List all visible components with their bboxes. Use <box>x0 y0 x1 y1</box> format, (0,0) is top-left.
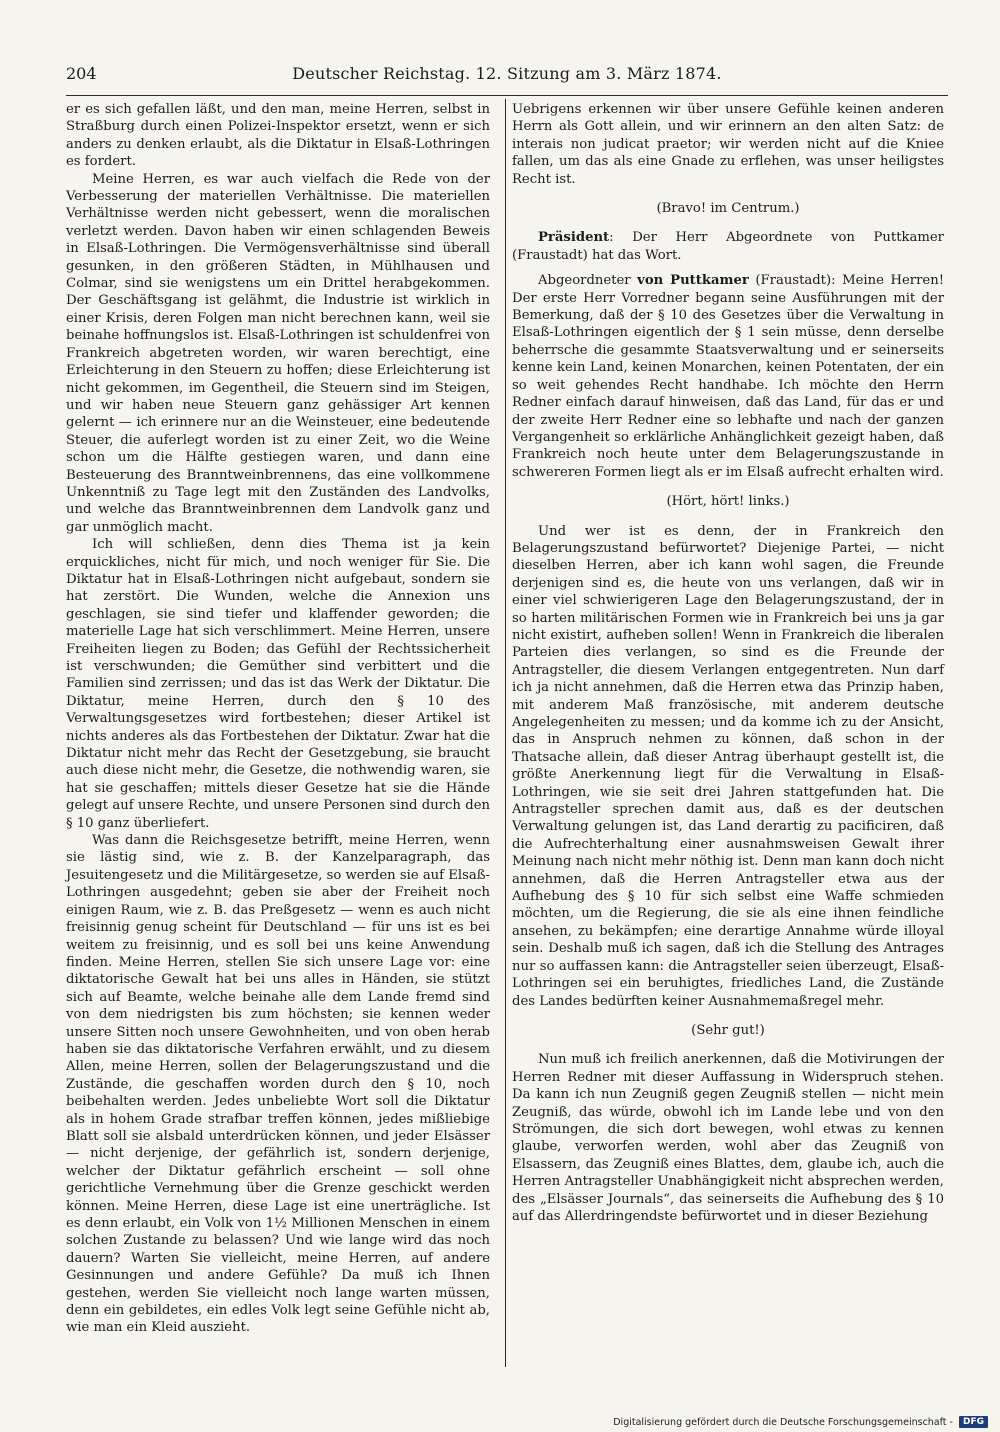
speaker-text: (Fraustadt): Meine Herren! Der erste Herr Vorredner begann seine Ausführungen mit der Bemerkung, daß der § 10 des Gesetzes über die Verwaltung in Elsaß-Lothringen eigentlich der § 1 sein müsse, denn derselbe beherrsche die gesammte Staatsverwaltung und er seinerseits kenne kein Land, keinen Monarchen, keinen Potentaten, der ein so weit gehendes Recht handhabe. Ich möchte den Herrn Redner einfach darauf hinweisen, daß das Land, für das er und der zweite Herr Redner eine so lebhafte und nach der ganzen Vergangenheit so erklärliche Anhänglichkeit gezeigt haben, daß Frankreich noch heute unter dem Belagerungszustande in schwereren Formen liegt als er im Elsaß aufrecht erhalten wird. <box>512 273 944 480</box>
credit-text: Digitalisierung gefördert durch die Deutsche Forschungsgemeinschaft - <box>613 1416 953 1428</box>
audience-reaction: (Sehr gut!) <box>691 1022 765 1038</box>
running-title: Deutscher Reichstag. 12. Sitzung am 3. März 1874. <box>292 64 722 83</box>
paragraph: er es sich gefallen läßt, und den man, meine Herren, selbst in Straßburg durch einen Polizei-Inspektor ersetzt, wenn er sich anders zu denken erlaubt, als die Diktatur in Elsaß-Lothringen es fordert. <box>66 102 490 170</box>
paragraph: Und wer ist es denn, der in Frankreich den Belagerungszustand befürwortet? Diejenige Partei, — nicht dieselben Herren, aber ich kann wohl sagen, die Freunde derjenigen sind es, die heute von uns verlangen, daß wir in einer viel schwierigeren Lage den Belagerungszustand, der in so harten militärischen Formen wie in Frankreich bei uns ja gar nicht existirt, aufheben sollen! Wenn in Frankreich die liberalen Parteien dies verlangen, so sind es die Freunde der Antragsteller, die diesem Verlangen entgegentreten. Nun darf ich ja nicht annehmen, daß die Herren etwa das Prinzip haben, mit anderem Maß französische, mit anderem deutsche Angelegenheiten zu messen; und da komme ich zu der Ansicht, das in Anspruch nehmen zu können, daß schon in der Thatsache allein, daß dieser Antrag überhaupt gestellt ist, die größte Anerkennung liegt für die Verwaltung in Elsaß-Lothringen, wie sie seit drei Jahren stattgefunden hat. Die Antragsteller sprechen damit aus, daß es der deutschen Verwaltung gelungen ist, das Land derartig zu pacificiren, daß die Aufrechterhaltung einer ausnahmsweisen Gewalt ihrer Meinung nach nicht mehr nöthig ist. Denn man kann doch nicht annehmen, daß die Herren Antragsteller etwa aus der Aufhebung des § 10 für sich selbst eine Waffe schmieden möchten, um die Regierung, die sie als eine ihnen feindliche ansehen, zu bekämpfen; eine derartige Annahme würde illoyal sein. Deshalb muß ich sagen, daß ich die Stellung des Antrages nur so auffassen kann: die Antragsteller seien überzeugt, Elsaß-Lothringen sei ein beruhigtes, friedliches Land, die Zustände des Landes bedürften keiner Ausnahmemaßregel mehr. <box>512 523 944 1009</box>
president-statement <box>512 229 944 264</box>
paragraph: Uebrigens erkennen wir über unsere Gefühle keinen anderen Herrn als Gott allein, und wir erinnern an den alten Satz: de interais non judicat praetor; wir werden nicht auf die Kniee fallen, um das als eine Gnade zu erflehen, was unser heiligstes Recht ist. <box>512 102 944 187</box>
speaker-paragraph <box>512 272 944 481</box>
speaker-prefix: Abgeordneter <box>538 273 638 289</box>
paragraph: Was dann die Reichsgesetze betrifft, meine Herren, wenn sie lästig sind, wie z. B. der Kanzelparagraph, das Jesuitengesetz und die Militärgesetze, so werden sie auf Elsaß-Lothringen ausgedehnt; geben sie aber der Freiheit noch einigen Raum, wie z. B. das Preßgesetz — wenn es auch nicht freisinnig genug scheint für Deutschland — für uns ist es bei weitem zu freisinnig, und es soll bei uns keine Anwendung finden. Meine Herren, stellen Sie sich unsere Lage vor: eine diktatorische Gewalt hat bei uns alles in Händen, sie stützt sich auf Beamte, welche beinahe alle dem Lande fremd sind von dem niedrigsten bis zum höchsten; sie kennen weder unsere Sitten noch unsere Gewohnheiten, und von oben herab haben sie das diktatorische Verfahren erwählt, und zu diesem Allen, meine Herren, sollen der Belagerungszustand und die Zustände, die geschaffen worden durch den § 10, noch beibehalten werden. Jedes unbeliebte Wort soll die Diktatur als in hohem Grade strafbar treffen können, jedes mißliebige Blatt soll sie alsbald unterdrücken können, und jeder Elsässer — nicht derjenige, der gefährlich ist, sondern derjenige, welcher der Diktatur gefährlich erscheint — soll ohne gerichtliche Vernehmung über die Grenze geschickt werden können. Meine Herren, diese Lage ist eine unerträgliche. Ist es denn erlaubt, ein Volk von 1½ Millionen Menschen in einem solchen Zustande zu belassen? Und wie lange wird das noch dauern? Warten Sie vielleicht, meine Herren, auf andere Gesinnungen und andere Gefühle? Da muß ich Ihnen gestehen, werden Sie vielleicht noch lange warten müssen, denn ein gebildetes, ein edles Volk legt seine Gefühle nicht ab, wie man ein Kleid auszieht. <box>66 833 490 1336</box>
dfg-logo: DFG <box>959 1416 988 1428</box>
paragraph: Nun muß ich freilich anerkennen, daß die Motivirungen der Herren Redner mit dieser Auffassung in Widerspruch stehen. Da kann ich nun Zeugniß gegen Zeugniß stellen — nicht mein Zeugniß, das würde, obwohl ich im Lande lebe und von den Strömungen, die sich dort bewegen, wohl etwas zu kennen glaube, verworfen werden, wohl aber das Zeugniß von Elsassern, das Zeugniß eines Blattes, dem, glaube ich, auch die Herren Antragsteller Unabhängigkeit nicht absprechen werden, des „Elsässer Journals“, das seinerseits die Aufhebung des § 10 auf das Allerdringendste befürwortet und in dieser Beziehung <box>512 1052 944 1224</box>
audience-reaction: (Bravo! im Centrum.) <box>656 201 800 217</box>
paragraph: Meine Herren, es war auch vielfach die Rede von der Verbesserung der materiellen Verhältnisse. Die materiellen Verhältnisse werden nicht gebessert, wenn die moralischen verletzt werden. Davon haben wir einen schlagenden Beweis in Elsaß-Lothringen. Die Vermögensverhältnisse sind überall gesunken, in den größeren Städten, in Mühlhausen und Colmar, sind sie wenigstens um ein Drittel herabgekommen. Der Geschäftsgang ist gelähmt, die Industrie ist wirklich in einer Krisis, deren Folgen man nicht berechnen kann, weil sie beinahe hoffnungslos ist. Elsaß-Lothringen ist schuldenfrei von Frankreich abgetreten worden, wir waren berechtigt, eine Erleichterung in den Steuern zu hoffen; diese Erleichterung ist nicht gekommen, im Gegentheil, die Steuern sind im Steigen, und wir haben neue Steuern ganz gehässiger Art kennen gelernt — ich erinnere nur an die Weinsteuer, eine bedeutende Steuer, die auferlegt worden ist zu einer Zeit, wo die Weine schon um die Hälfte gestiegen waren, und dann eine Besteuerung des Branntweinbrennens, das eine vollkommene Unkenntniß zu Tage legt mit den Zuständen des Landvolks, und welche das Branntweinbrennen dem Landvolk ganz und gar unmöglich macht. <box>66 171 490 535</box>
digitization-credit <box>613 1416 988 1428</box>
audience-reaction: (Hört, hört! links.) <box>666 494 790 510</box>
page-header <box>66 58 948 90</box>
left-column <box>66 101 490 1337</box>
right-column <box>512 101 944 1225</box>
president-label: Präsident <box>538 230 610 246</box>
header-rule <box>66 95 948 96</box>
paragraph: Ich will schließen, denn dies Thema ist ja kein erquickliches, nicht für mich, und noch weniger für Sie. Die Diktatur hat in Elsaß-Lothringen nicht aufgebaut, sondern sie hat zerstört. Die Wunden, welche die Annexion uns geschlagen, sie sind tiefer und klaffender geworden; die materielle Lage hat sich verschlimmert. Meine Herren, unsere Freiheiten liegen zu Boden; das Gefühl der Rechtssicherheit ist verschwunden; die Gemüther sind verbittert und die Familien sind zerrissen; und das ist das Werk der Diktatur. Die Diktatur, meine Herren, durch den § 10 des Verwaltungsgesetzes wird fortbestehen; dieser Artikel ist nichts anderes als das Fortbestehen der Diktatur. Zwar hat die Diktatur nicht mehr das Recht der Gesetzgebung, sie braucht auch diese nicht mehr, die Gesetze, die nothwendig waren, sie hat sie geschaffen; mittels dieser Gesetze hat sie die Hände gelegt auf unsere Rechte, und unsere Personen sind durch den § 10 ganz überliefert. <box>66 537 490 831</box>
speaker-name: von Puttkamer <box>637 273 749 289</box>
column-divider <box>505 99 506 1367</box>
president-text: : Der Herr Abgeordnete von Puttkamer (Fraustadt) hat das Wort. <box>512 230 944 263</box>
page-number: 204 <box>66 64 97 83</box>
